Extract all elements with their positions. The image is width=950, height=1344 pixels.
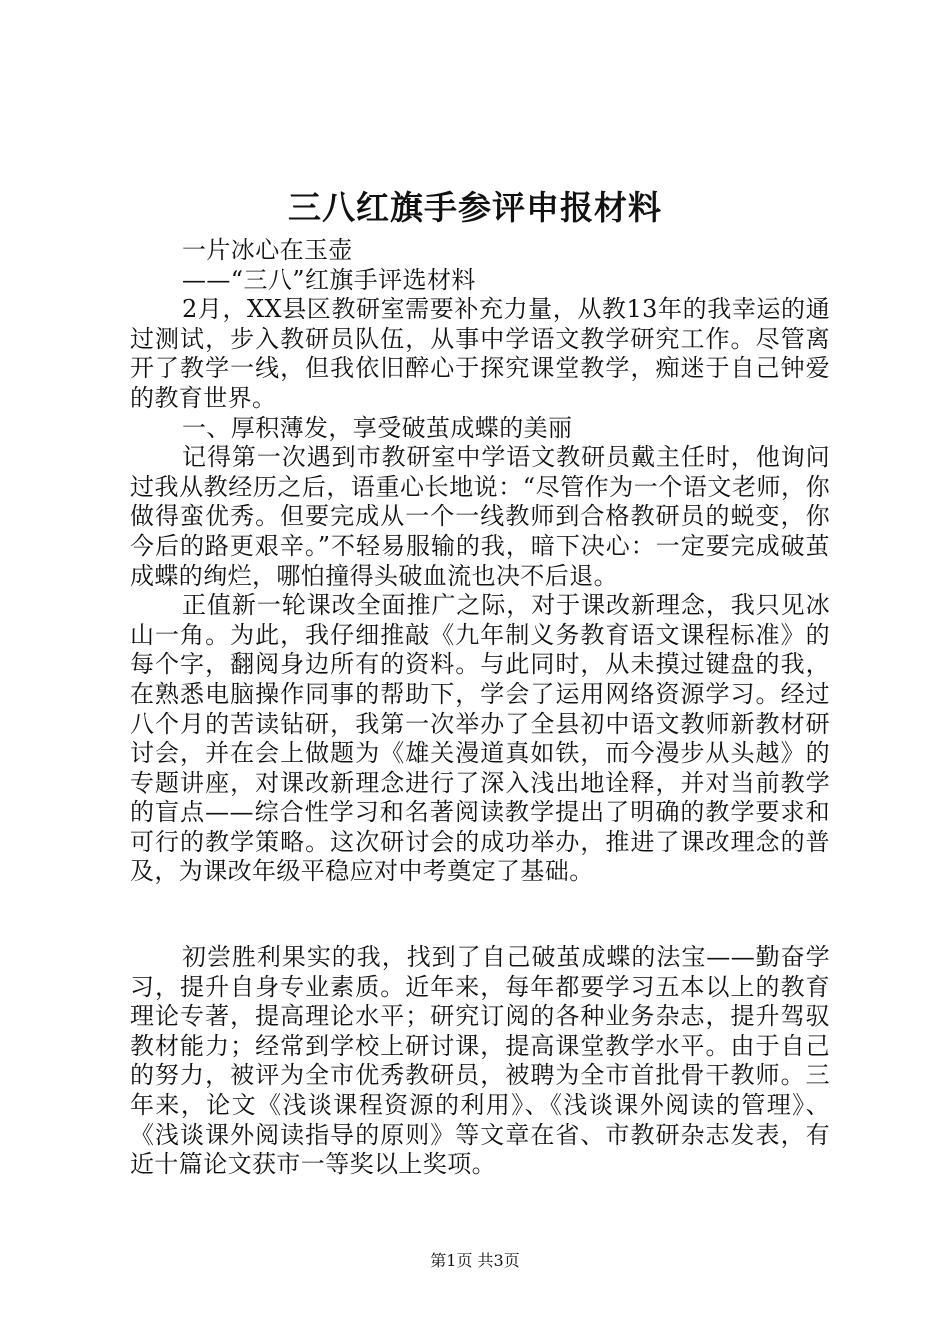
paragraph-gap xyxy=(130,887,830,943)
page-footer: 第1页 共3页 xyxy=(430,1251,520,1270)
document-title: 三八红旗手参评申报材料 xyxy=(288,188,662,227)
document-body xyxy=(130,236,830,1180)
paragraph-3: 初尝胜利果实的我，找到了自己破茧成蝶的法宝——勤奋学习，提升自身专业素质。近年来，每年都要学习五本以上的教育理论专著，提高理论水平；研究订阅的各种业务杂志，提升驾驭教材能力；经常到学校上研讨课，提高课堂教学水平。由于自己的努力，被评为全市优秀教研员，被聘为全市首批骨干教师。三年来，论文《浅谈课程资源的利用》、《浅谈课外阅读的管理》、《浅谈课外阅读指导的原则》等文章在省、市教研杂志发表，有近十篇论文获市一等奖以上奖项。 xyxy=(130,943,830,1179)
subtitle: 一片冰心在玉壶 xyxy=(182,236,353,264)
subtitle-source: ——“三八”红旗手评选材料 xyxy=(182,265,476,294)
paragraph-intro: 2月，XX县区教研室需要补充力量，从教13年的我幸运的通过测试，步入教研员队伍，从事中学语文教学研究工作。尽管离开了教学一线，但我依旧醉心于探究课堂教学，痴迷于自己钟爱的教育世界。 xyxy=(130,295,830,412)
paragraph-2: 正值新一轮课改全面推广之际，对于课改新理念，我只见冰山一角。为此，我仔细推敲《九年制义务教育语文课程标准》的每个字，翻阅身边所有的资料。与此同时，从未摸过键盘的我，在熟悉电脑操作同事的帮助下，学会了运用网络资源学习。经过八个月的苦读钻研，我第一次举办了全县初中语文教师新教材研讨会，并在会上做题为《雄关漫道真如铁，而今漫步从头越》的专题讲座，对课改新理念进行了深入浅出地诠释，并对当前教学的盲点——综合性学习和名著阅读教学提出了明确的教学要求和可行的教学策略。这次研讨会的成功举办，推进了课改理念的普及，为课改年级平稳应对中考奠定了基础。 xyxy=(130,591,830,886)
section-heading-1: 一、厚积薄发，享受破茧成蝶的美丽 xyxy=(182,413,573,442)
paragraph-1: 记得第一次遇到市教研室中学语文教研员戴主任时，他询问过我从教经历之后，语重心长地说：“尽管作为一个语文老师，你做得蛮优秀。但要完成从一个一线教师到合格教研员的蜕变，你今后的路更艰辛。”不轻易服输的我，暗下决心：一定要完成破茧成蝶的绚烂，哪怕撞得头破血流也决不后退。 xyxy=(130,443,830,590)
